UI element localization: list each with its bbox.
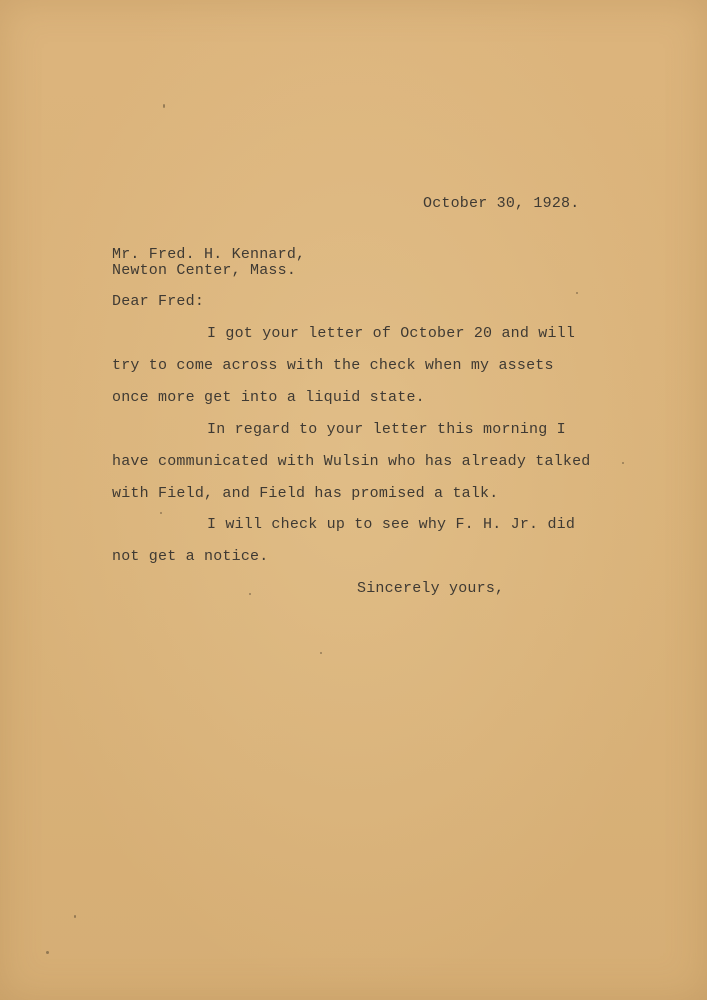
paragraph-2-line-2: have communicated with Wulsin who has already talked bbox=[112, 453, 591, 470]
letter-date: October 30, 1928. bbox=[423, 195, 580, 212]
paper-speck bbox=[622, 462, 624, 464]
salutation: Dear Fred: bbox=[112, 293, 205, 310]
paragraph-2-line-3: with Field, and Field has promised a talk. bbox=[112, 485, 499, 502]
paragraph-1-line-2: try to come across with the check when my assets bbox=[112, 357, 554, 374]
recipient-address: Newton Center, Mass. bbox=[112, 262, 297, 279]
paragraph-3-line-2: not get a notice. bbox=[112, 548, 269, 565]
paragraph-1-line-1: I got your letter of October 20 and will bbox=[207, 325, 576, 342]
paper-speck bbox=[74, 915, 76, 918]
paragraph-3-line-1: I will check up to see why F. H. Jr. did bbox=[207, 516, 576, 533]
paper-speck bbox=[320, 652, 322, 654]
paper-speck bbox=[249, 593, 251, 595]
paragraph-2-line-1: In regard to your letter this morning I bbox=[207, 421, 566, 438]
paper-speck bbox=[576, 292, 578, 294]
closing: Sincerely yours, bbox=[357, 580, 505, 597]
paragraph-1-line-3: once more get into a liquid state. bbox=[112, 389, 425, 406]
paper-speck bbox=[163, 104, 165, 108]
paper-speck bbox=[46, 951, 49, 954]
recipient-name: Mr. Fred. H. Kennard, bbox=[112, 246, 306, 263]
paper-speck bbox=[160, 512, 162, 514]
